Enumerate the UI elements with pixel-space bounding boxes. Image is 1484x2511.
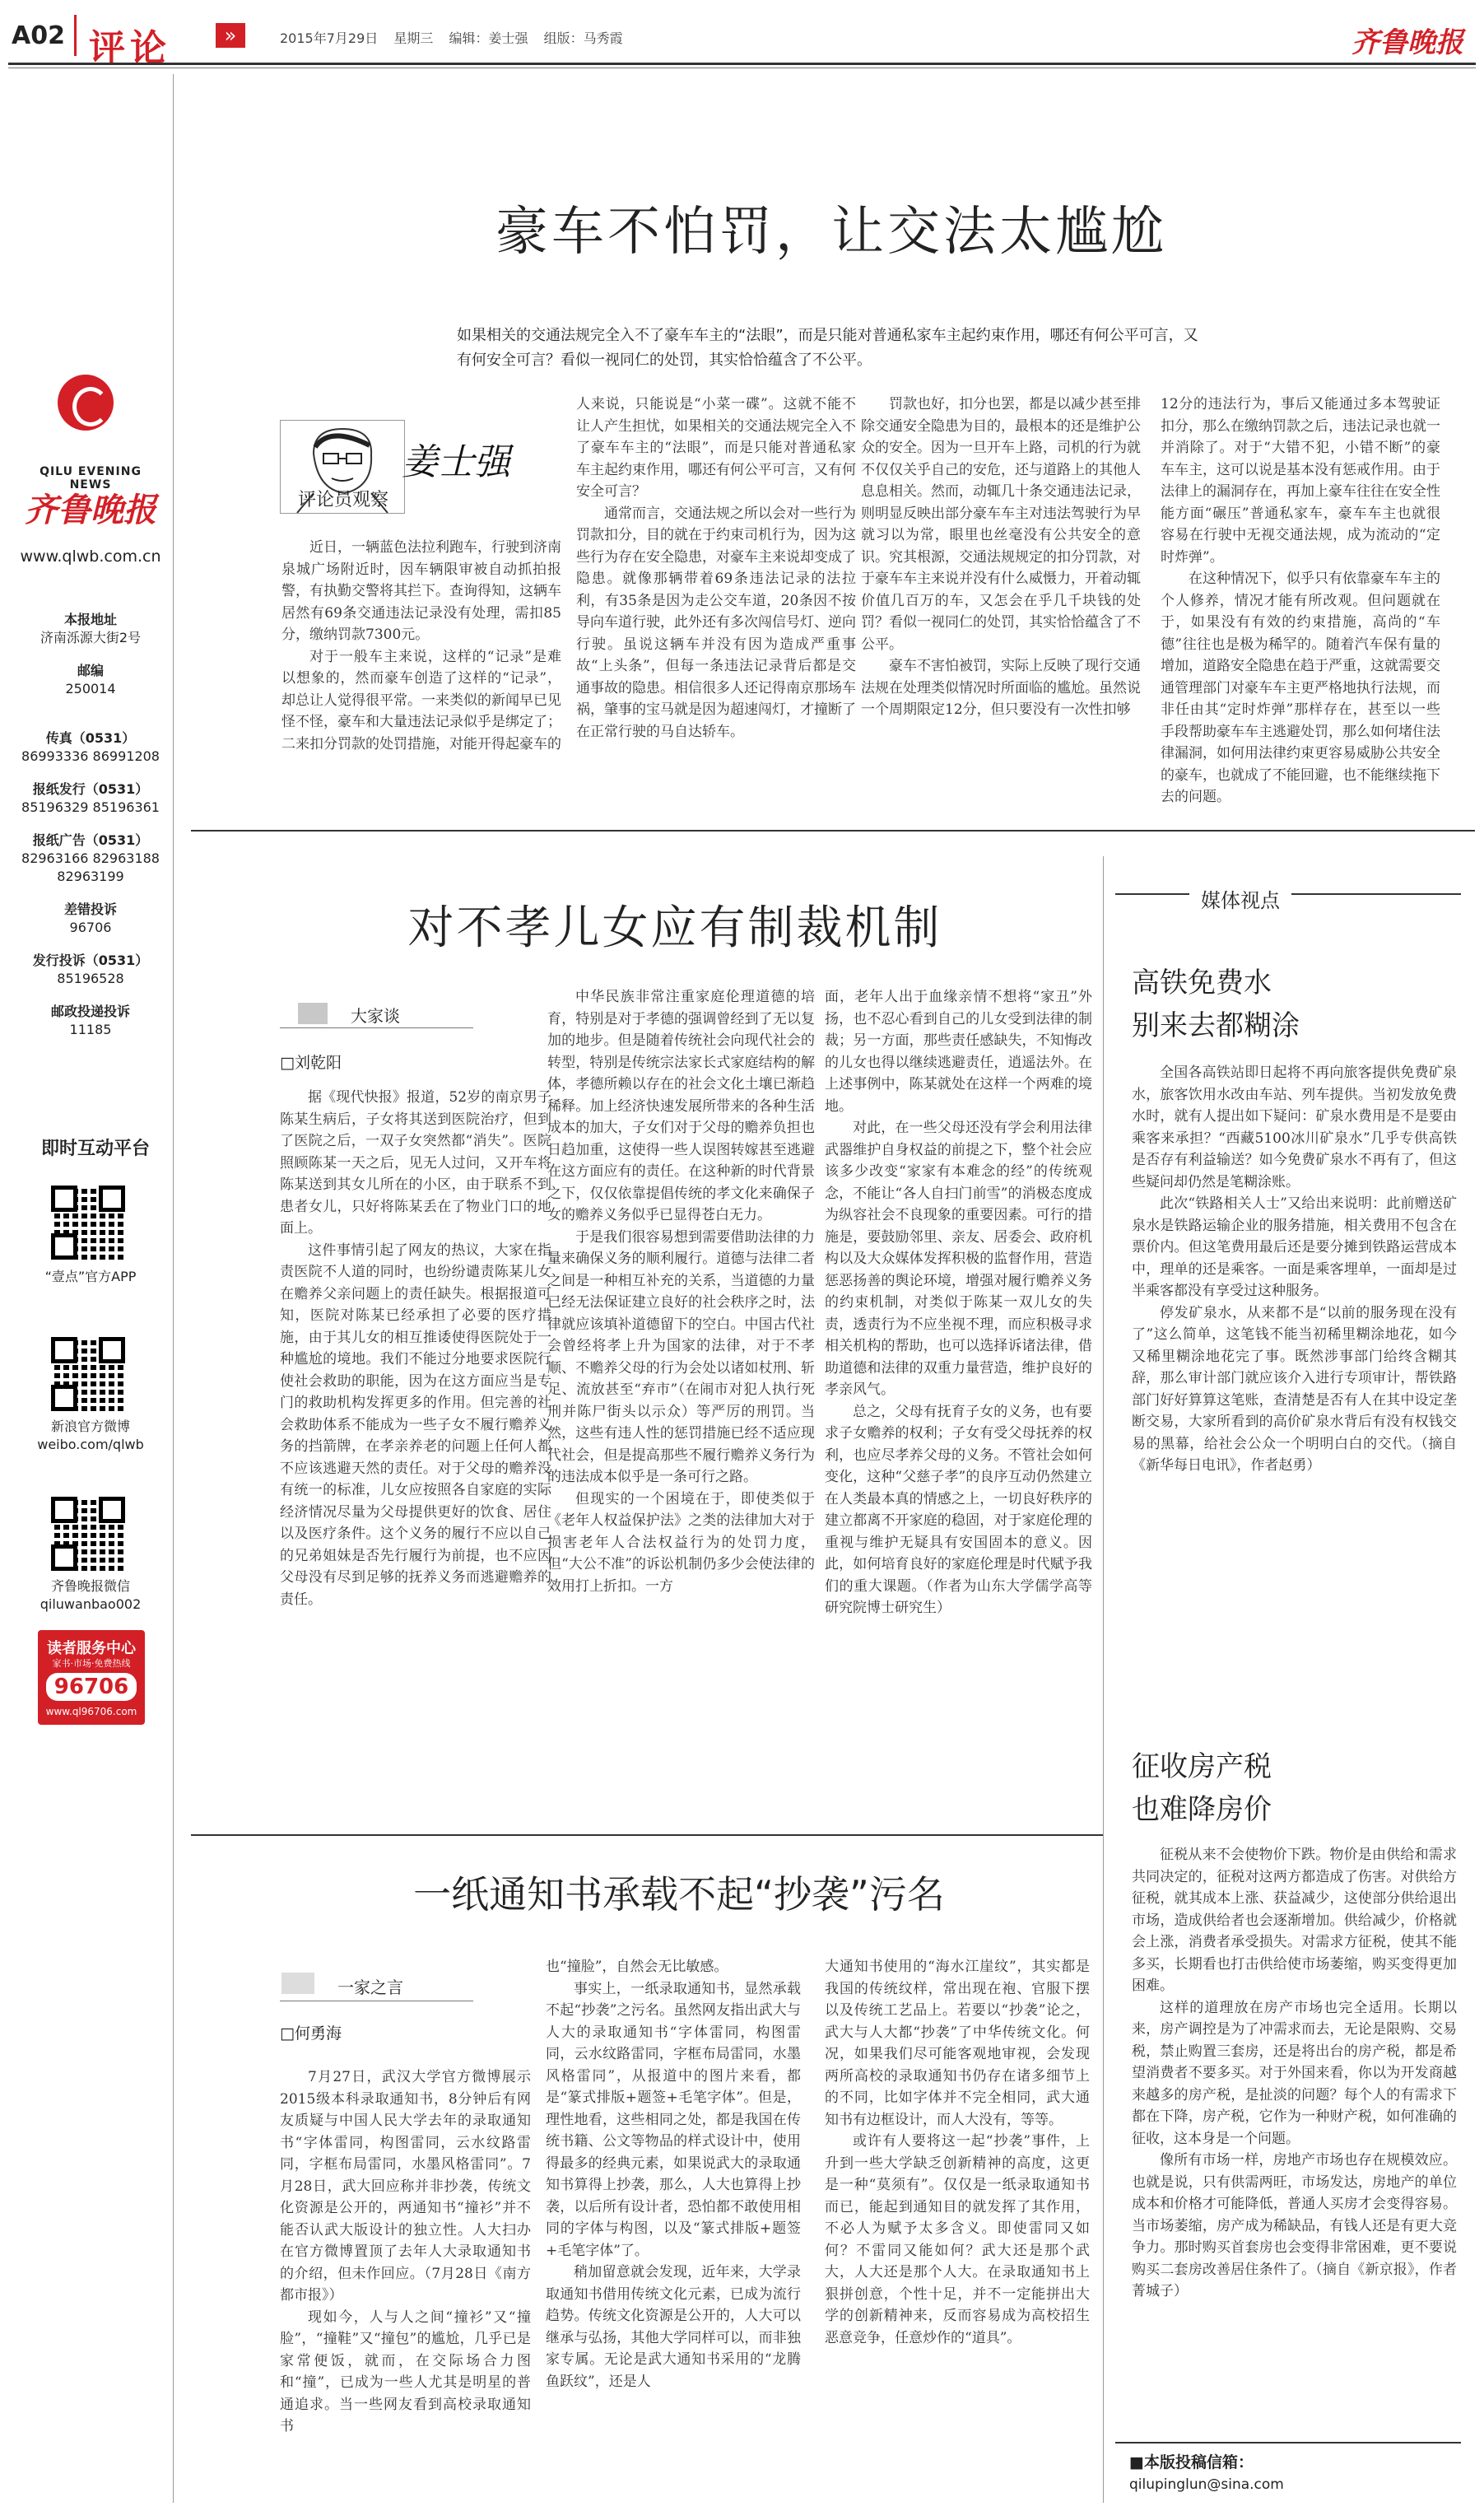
article3-column-1 [280,2066,531,2507]
article1-bottom-rule [191,830,1475,832]
header-rule [8,63,1476,65]
article1-column-2 [576,394,856,805]
paragraph: 或许有人要将这一起“抄袭”事件，上升到一些大学缺乏创新精神的高度，这更是一种“莫须有”。仅仅是一纸录取通知书而已，能起到通知目的就发挥了其作用，不必人为赋予太多含义。即使雷同又如何？不雷同又能如何？武大还是那个武大，人大还是那个人大。在录取通知书上狠拼创意，个性十足，并不一定能拼出大学的创新精神来，反而容易成为高校招生恶意竞争，任意炒作的“道具”。 [825,2133,1090,2346]
header-meta [280,28,623,47]
header-weekday: 星期三 [393,30,434,46]
tag-underline [280,1027,473,1028]
paragraph: 稍加留意就会发现，近年来，大学录取通知书借用传统文化元素，已成为流行趋势。传统文化资源是公开的，人大可以继承与弘扬，其他大学同样可以，而非独家专属。无论是武大通知书采用的“龙腾鱼跃纹”，还是人 [546,2264,801,2390]
wechat-qr-code[interactable] [51,1497,125,1571]
column-name: 评论员观察 [298,490,389,510]
article1-lead: 如果相关的交通法规完全入不了豪车车主的“法眼”，而是只能对普通私家车主起约束作用，哪还有何公平可言，又有何安全可言？看似一视同仁的处罚，其实恰恰蕴含了不公平。 [457,327,1198,369]
section-divider [74,15,77,56]
postcode-value: 250014 [65,681,116,696]
error-value: 96706 [69,920,112,935]
ad-label: 报纸广告（0531） [32,832,149,848]
paragraph: 这件事情引起了网友的热议，大家在指责医院不人道的同时，也纷纷谴责陈某儿女在赡养父亲问题上的责任缺失。根据报道可知，医院对陈某已经承担了必要的医疗措施，由于其儿女的相互推诿使得医院处于一种尴尬的境地。我们不能过分地要求医院行使社会救助的职能，因为在这方面应当是专门的救助机构发挥更多的作用。但完善的社会救助体系不能成为一些子女不履行赡养义务的挡箭牌，在孝亲养老的问题上任何人都不应该逃避天然的责任。对于父母的赡养没有统一的标准，儿女应按照各自家庭的实际经济情况尽量为父母提供更好的饮食、居住以及医疗条件。这个义务的履行不应以自己的兄弟姐妹是否先行履行为前提，也不应因父母没有尽到足够的抚养义务而逃避赡养的责任。 [280,1242,551,1608]
article2-column-2 [547,986,815,1819]
note-rule [1115,2442,1461,2443]
article2-column-1 [280,1087,551,1819]
paragraph: 总之，父母有抚育子女的义务，也有要求子女赡养的权利；子女有受父母抚养的权利，也应尽孝养父母的义务。不管社会如何变化，这种“父慈子孝”的良序互动仍然建立在人类最本真的情感之上，一切良好秩序的建立都离不开家庭的稳固，对于家庭伦理的重视与维护无疑具有安国固本的意义。因此，如何培育良好的家庭伦理是时代赋予我们的重大课题。（作者为山东大学儒学高等研究院博士研究生） [825,1403,1092,1616]
right-article2-title [1132,1745,1272,1831]
paragraph: 全国各高铁站即日起将不再向旅客提供免费矿泉水，旅客饮用水改由车站、列车提供。当初发放免费水时，就有人提出如下疑问：矿泉水费用是不是要由乘客来承担？“西藏5100冰川矿泉水”几乎专供高铁是否存有利益输送？如今免费矿泉水不再有了，但这些疑问却仍然是笔糊涂账。 [1132,1064,1457,1190]
platform-title: 即时互动平台 [41,1139,151,1159]
header-designer: 组版：马秀霞 [543,30,623,46]
reader-service-url[interactable]: www.ql96706.com [45,1706,137,1717]
double-arrow-icon: » [216,23,245,48]
paragraph: 面，老年人出于血缘亲情不想将“家丑”外扬，也不忍心看到自己的儿女受到法律的制裁；另一方面，那些责任感缺失，不知悔改的儿女也得以继续逃避责任，逍遥法外。在上述事例中，陈某就处在这样一个两难的境地。 [825,989,1092,1115]
fax-value: 86993336 86991208 [21,748,160,764]
paragraph: 征税从来不会使物价下跌。物价是由供给和需求共同决定的，征税对这两方都造成了伤害。对供给方征税，就其成本上涨、获益减少，这使部分供给退出市场，造成供给者也会逐渐增加。供给减少，价格就会上涨，消费者承受损失。对需求方征税，使其不能多买，长期看也打击供给使市场萎缩，购买变得更加困难。 [1132,1847,1457,1994]
paragraph: 这样的道理放在房产市场也完全适用。长期以来，房产调控是为了冲需求而去，无论是限购、交易税，禁止购置三套房，还是将出台的房产税，都是希望消费者不要多买。对于外国来看，你以为开发商越来越多的房产税，是扯淡的问题？每个人的有需求下都在下降，房产税，它作为一种财产税，如何准确的征收，这本身是一个问题。 [1132,1999,1457,2147]
distribution-label: 报纸发行（0531） [32,781,149,797]
article3-author: □何勇海 [280,2024,342,2043]
paragraph: 罚款也好，扣分也罢，都是以减少甚至排除交通安全隐患为目的，最根本的还是维护公众的安全。因为一旦开车上路，司机的行为就不仅仅关乎自己的安危，还与道路上的其他人息息相关。然而，动辄几十条交通违法记录，则明显反映出部分豪车车主对违法驾驶行为早就习以为常，眼里也丝毫没有公共安全的意识。究其根源，交通法规规定的扣分罚款，对于豪车车主来说并没有什么威慑力，开着动辄价值几百万的车，又怎会在乎几千块钱的处罚？看似一视同仁的处罚，其实恰恰蕴含了不公平。 [861,396,1141,653]
author-signature: 姜士强 [402,441,510,483]
distribution-complaint-label: 发行投诉（0531） [32,953,149,968]
ad-value-2: 82963199 [57,869,124,884]
article1-title: 豪车不怕罚，让交法太尴尬 [495,202,1167,263]
paragraph: 豪车不害怕被罚，实际上反映了现行交通法规在处理类似情况时所面临的尴尬。虽然说一个周期限定12分，但只要没有一次性扣够 [861,658,1141,718]
distribution-complaint-value: 85196528 [57,971,124,986]
article1-column-4 [1161,394,1440,805]
paragraph: 像所有市场一样，房地产市场也存在规模效应。也就是说，只有供需两旺，市场发达，房地产的单位成本和价格才可能降低，普通人买房才会变得容易。当市场萎缩，房产成为稀缺品，有钱人还是有更大竞争力。那时购买首套房也会变得非常困难，更不要说购买二套房改善居住条件了。（摘自《新京报》，作者菁城子） [1132,2152,1457,2299]
header-date: 2015年7月29日 [280,30,379,46]
article2-bottom-rule [191,1834,1103,1836]
paragraph: 也“撞脸”，自然会无比敏感。 [546,1959,728,1975]
wechat-qr-sub: qiluwanbao002 [40,1596,142,1612]
article1-column-3 [861,394,1141,805]
paragraph: 大通知书使用的“海水江崖纹”，其实都是我国的传统纹样，常出现在袍、官服下摆以及传统工艺品上。若要以“抄袭”论之，武大与人大都“抄袭”了中华传统文化。何况，如果我们尽可能客观地审视，会发现两所高校的录取通知书仍存在诸多细节上的不同，比如字体并不完全相同，武大通知书有边框设计，而人大没有，等等。 [825,1959,1090,2128]
title-line: 高铁免费水 [1132,967,1272,999]
paragraph: 此次“铁路相关人士”又给出来说明：此前赠送矿泉水是铁路运输企业的服务措施，相关费用不包含在票价内。但这笔费用最后还是要分摊到铁路运营成本中，理单的还是乘客。一面是乘客埋单，一面却是过半乘客都没有享受过这种服务。 [1132,1195,1457,1299]
title-line: 别来去都糊涂 [1132,1009,1300,1042]
address-label: 本报地址 [63,612,117,627]
logo-english: QILU EVENING NEWS [40,465,142,491]
paragraph: 据《现代快报》报道，52岁的南京男子陈某生病后，子女将其送到医院治疗，但到了医院之后，一双子女突然都“消失”。医院照顾陈某一天之后，见无人过问，又开车将陈某送到其女儿所在的小区，由于联系不到患者女儿，只好将陈某丢在了物业门口的地面上。 [280,1089,551,1237]
paragraph: 对于一般车主来说，这样的“记录”是难以想象的，然而豪车创造了这样的“记录”，却总让人觉得很平常。一来类似的新闻早已见怪不怪，豪车和大量违法记录似乎是绑定了；二来扣分罚款的处罚措施，对能开得起豪车的 [281,648,561,752]
tag-decoration [298,1003,328,1024]
paragraph: 停发矿泉水，从来都不是“以前的服务现在没有了”这么简单，这笔钱不能当初稀里糊涂地花，如今又稀里糊涂地花完了事。既然涉事部门给终含糊其辞，那么审计部门就应该介入进行专项审计，帮铁路部门好好算算这笔账，查清楚是否有人在其中设定垄断交易，大家所看到的高价矿泉水背后有没有权钱交易的黑幕，给社会公众一个明明白白的交代。（摘自《新华每日电讯》，作者赵勇） [1132,1304,1457,1474]
ad-value-1: 82963166 82963188 [21,850,160,866]
reader-service-number: 96706 [46,1673,137,1701]
submission-email[interactable]: qilupinglun@sina.com [1129,2476,1284,2493]
article1-column-1 [281,537,561,804]
paragraph: 中华民族非常注重家庭伦理道德的培育，特别是对于孝德的强调曾经到了无以复加的地步。但是随着传统社会向现代社会的转型，特别是传统宗法家长式家庭结构的解体，孝德所赖以存在的社会文化土壤已渐趋稀释。加上经济快速发展所带来的各种生活成本的加大，子女们对于父母的赡养负担也日趋加重，这使得一些人误图转嫁甚至逃避在这方面应有的责任。在这种新的时代背景之下，仅仅依靠提倡传统的孝文化来确保子女的赡养义务似乎已显得苍白无力。 [547,989,815,1223]
paragraph: 现如今，人与人之间“撞衫”又“撞脸”，“撞鞋”又“撞包”的尴尬，几乎已是家常便饭，就而，在交际场合力图和“撞”，已成为一些人尤其是明星的普通追求。当一些网友看到高校录取通知书 [280,2308,531,2434]
title-line: 也难降房价 [1132,1793,1272,1826]
website-link[interactable]: www.qlwb.com.cn [20,547,161,566]
article3-tag: 一家之言 [337,1978,403,1997]
article3-column-3 [825,1956,1090,2508]
title-line: 征收房产税 [1132,1750,1272,1783]
error-label: 差错投诉 [63,901,117,917]
article2-author: □刘乾阳 [280,1054,342,1072]
tag-decoration [281,1973,314,1994]
article2-title: 对不孝儿女应有制裁机制 [407,901,942,955]
reader-service-title: 读者服务中心 [47,1640,136,1657]
section-title: 评论 [89,27,171,69]
right-article2-body [1132,1844,1457,2435]
weibo-qr-sub: weibo.com/qlwb [37,1437,144,1452]
paragraph: 在这种情况下，似乎只有依靠豪车车主的个人修养，情况才能有所改观。但问题就在于，如果没有有效的约束措施，高尚的“车德”往往也是极为稀罕的。随着汽车保有量的增加，道路安全隐患在趋于严重，这就需要交通管理部门对豪车车主更严格地执行法规，而非任由其“定时炸弹”那样存在，甚至以一些手段帮助豪车车主逃避处罚，那么如何堵住法律漏洞，如何用法律约束更容易威胁公共安全的豪车，也就成了不能回避，也不能继续拖下去的问题。 [1161,571,1440,805]
paragraph: 12分的违法行为，事后又能通过多本驾驶证扣分，那么在缴纳罚款之后，违法记录也就一并消除了。对于“大错不犯，小错不断”的豪车车主，这可以说是基本没有惩戒作用。由于法律上的漏洞存在，再加上豪车往往在安全性能方面“碾压”普通私家车，豪车车主也就很容易在行驶中无视交通法规，成为流动的“定时炸弹”。 [1161,396,1440,566]
wechat-qr-label: 齐鲁晚报微信 [50,1578,130,1594]
header-editor: 编辑：姜士强 [449,30,528,46]
right-article1-body [1132,1062,1457,1712]
postal-complaint-value: 11185 [69,1022,112,1037]
paragraph: 事实上，一纸录取通知书，显然承载不起“抄袭”之污名。虽然网友指出武大与人大的录取通知书“字体雷同，构图雷同，云水纹路雷同，字框布局雷同，水墨风格雷同”，从报道中的图片来看，都是“篆式排版+题签+毛笔字体”。但是，理性地看，这些相同之处，都是我国在传统书籍、公文等物品的样式设计中，使用得最多的经典元素，如果说武大的录取通知书算得上抄袭，那么，人大也算得上抄袭，以后所有设计者，恐怕都不敢使用相同的字体与构图，以及“篆式排版+题签+毛笔字体”了。 [546,1980,801,2259]
postcode-label: 邮编 [77,663,104,678]
media-view-header: 媒体视点 [1189,884,1291,913]
paragraph: 7月27日，武汉大学官方微博展示2015级本科录取通知书，8分钟后有网友质疑与中国人民大学去年的录取通知书“字体雷同，构图雷同，云水纹路雷同，字框布局雷同，水墨风格雷同”。7月28日，武大回应称并非抄袭，传统文化资源是公开的，两通知书“撞衫”并不能否认武大版设计的独立性。人大扫办在官方微博置顶了去年人大录取通知书的介绍，但未作回应。（7月28日《南方都市报》） [280,2069,531,2304]
logo-chinese: 齐鲁晚报 [25,491,156,529]
paragraph: 但现实的一个困境在于，即使类似于《老年人权益保护法》之类的法律加大对于损害老年人合法权益行为的处罚力度，但“大公不准”的诉讼机制仍多少会使法律的效用打上折扣。一方 [547,1490,815,1595]
app-qr-label: “壹点”官方APP [44,1269,137,1284]
fax-label: 传真（0531） [45,730,136,746]
submission-label: ■本版投稿信箱： [1129,2453,1254,2471]
article2-tag: 大家谈 [351,1006,400,1026]
postal-complaint-label: 邮政投递投诉 [50,1004,130,1019]
address-value: 济南泺源大街2号 [40,630,142,645]
contact-block [10,611,171,1039]
right-column-divider [1103,856,1104,2503]
article2-column-3 [825,986,1092,1819]
page-number: A02 [12,21,65,50]
article3-column-2 [546,1956,801,2508]
weibo-qr-code[interactable] [51,1337,125,1411]
paragraph: 于是我们很容易想到需要借助法律的力量来确保义务的顺利履行。道德与法律二者之间是一种相互补充的关系，当道德的力量已经无法保证建立良好的社会秩序之时，法律就应该填补道德留下的空白。中国古代社会曾经将孝上升为国家的法律，对于不孝顺、不赡养父母的行为会处以诸如杖刑、斩足、流放甚至“弃市”（在闹市对犯人执行死刑并陈尸街头以示众）等严厉的刑罚。当然，这些有违人性的惩罚措施已经不适应现代社会，但是提高那些不履行赡养义务行为的违法成本似乎是一条可行之路。 [547,1228,815,1485]
paragraph: 通常而言，交通法规之所以会对一些行为罚款扣分，目的就在于约束司机行为，因为这些行为存在安全隐患，对豪车主来说却变成了隐患。就像那辆带着69条违法记录的法拉利，有35条是因为走公交车道，20条因不按导向车道行驶，此外还有多次闯信号灯、逆向行驶。虽说这辆车并没有因为造成严重事故“上头条”，但每一条违法记录背后都是交通事故的隐患。相信很多人还记得南京那场车祸，肇事的宝马就是因为超速闯灯，才撞断了在正常行驶的马自达轿车。 [576,505,856,740]
reader-service-sub: 家书·市场·免费热线 [52,1658,131,1669]
distribution-value: 85196329 85196361 [21,799,160,815]
sidebar-divider [173,74,174,2503]
header-logo: 齐鲁晚报 [1351,26,1463,59]
article3-title: 一纸通知书承载不起“抄袭”污名 [413,1872,945,1917]
weibo-qr-label: 新浪官方微博 [50,1419,130,1434]
paragraph: 近日，一辆蓝色法拉利跑车，行驶到济南泉城广场附近时，因车辆限审被自动抓拍报警，有执勤交警将其拦下。查询得知，这辆车居然有69条交通违法记录没有处理，需扣85分，缴纳罚款7300元。 [281,539,561,643]
paragraph: 人来说，只能说是“小菜一碟”。这就不能不让人产生担忧，如果相关的交通法规完全入不了豪车车主的“法眼”，而是只能对普通私家车主起约束作用，哪还有何公平可言，又有何安全可言？ [576,396,856,500]
paragraph: 对此，在一些父母还没有学会利用法律武器维护自身权益的前提之下，整个社会应该多少改变“家家有本难念的经”的传统观念，不能让“各人自扫门前雪”的消极态度成为纵容社会不良现象的重要因素。可行的措施是，要鼓励邻里、亲友、居委会、政府机构以及大众媒体发挥积极的监督作用，营造惩恶扬善的舆论环境，增强对履行赡养义务的约束机制，对类似于陈某一双儿女的失责，透责行为不应坐视不理，而应积极寻求相关机构的帮助，也可以选择诉诸法律，借助道德和法律的双重力量营造，维护良好的孝亲风气。 [825,1120,1092,1398]
logo-swirl-icon [72,387,109,426]
right-article1-title [1132,962,1300,1047]
app-qr-code[interactable] [51,1186,125,1260]
